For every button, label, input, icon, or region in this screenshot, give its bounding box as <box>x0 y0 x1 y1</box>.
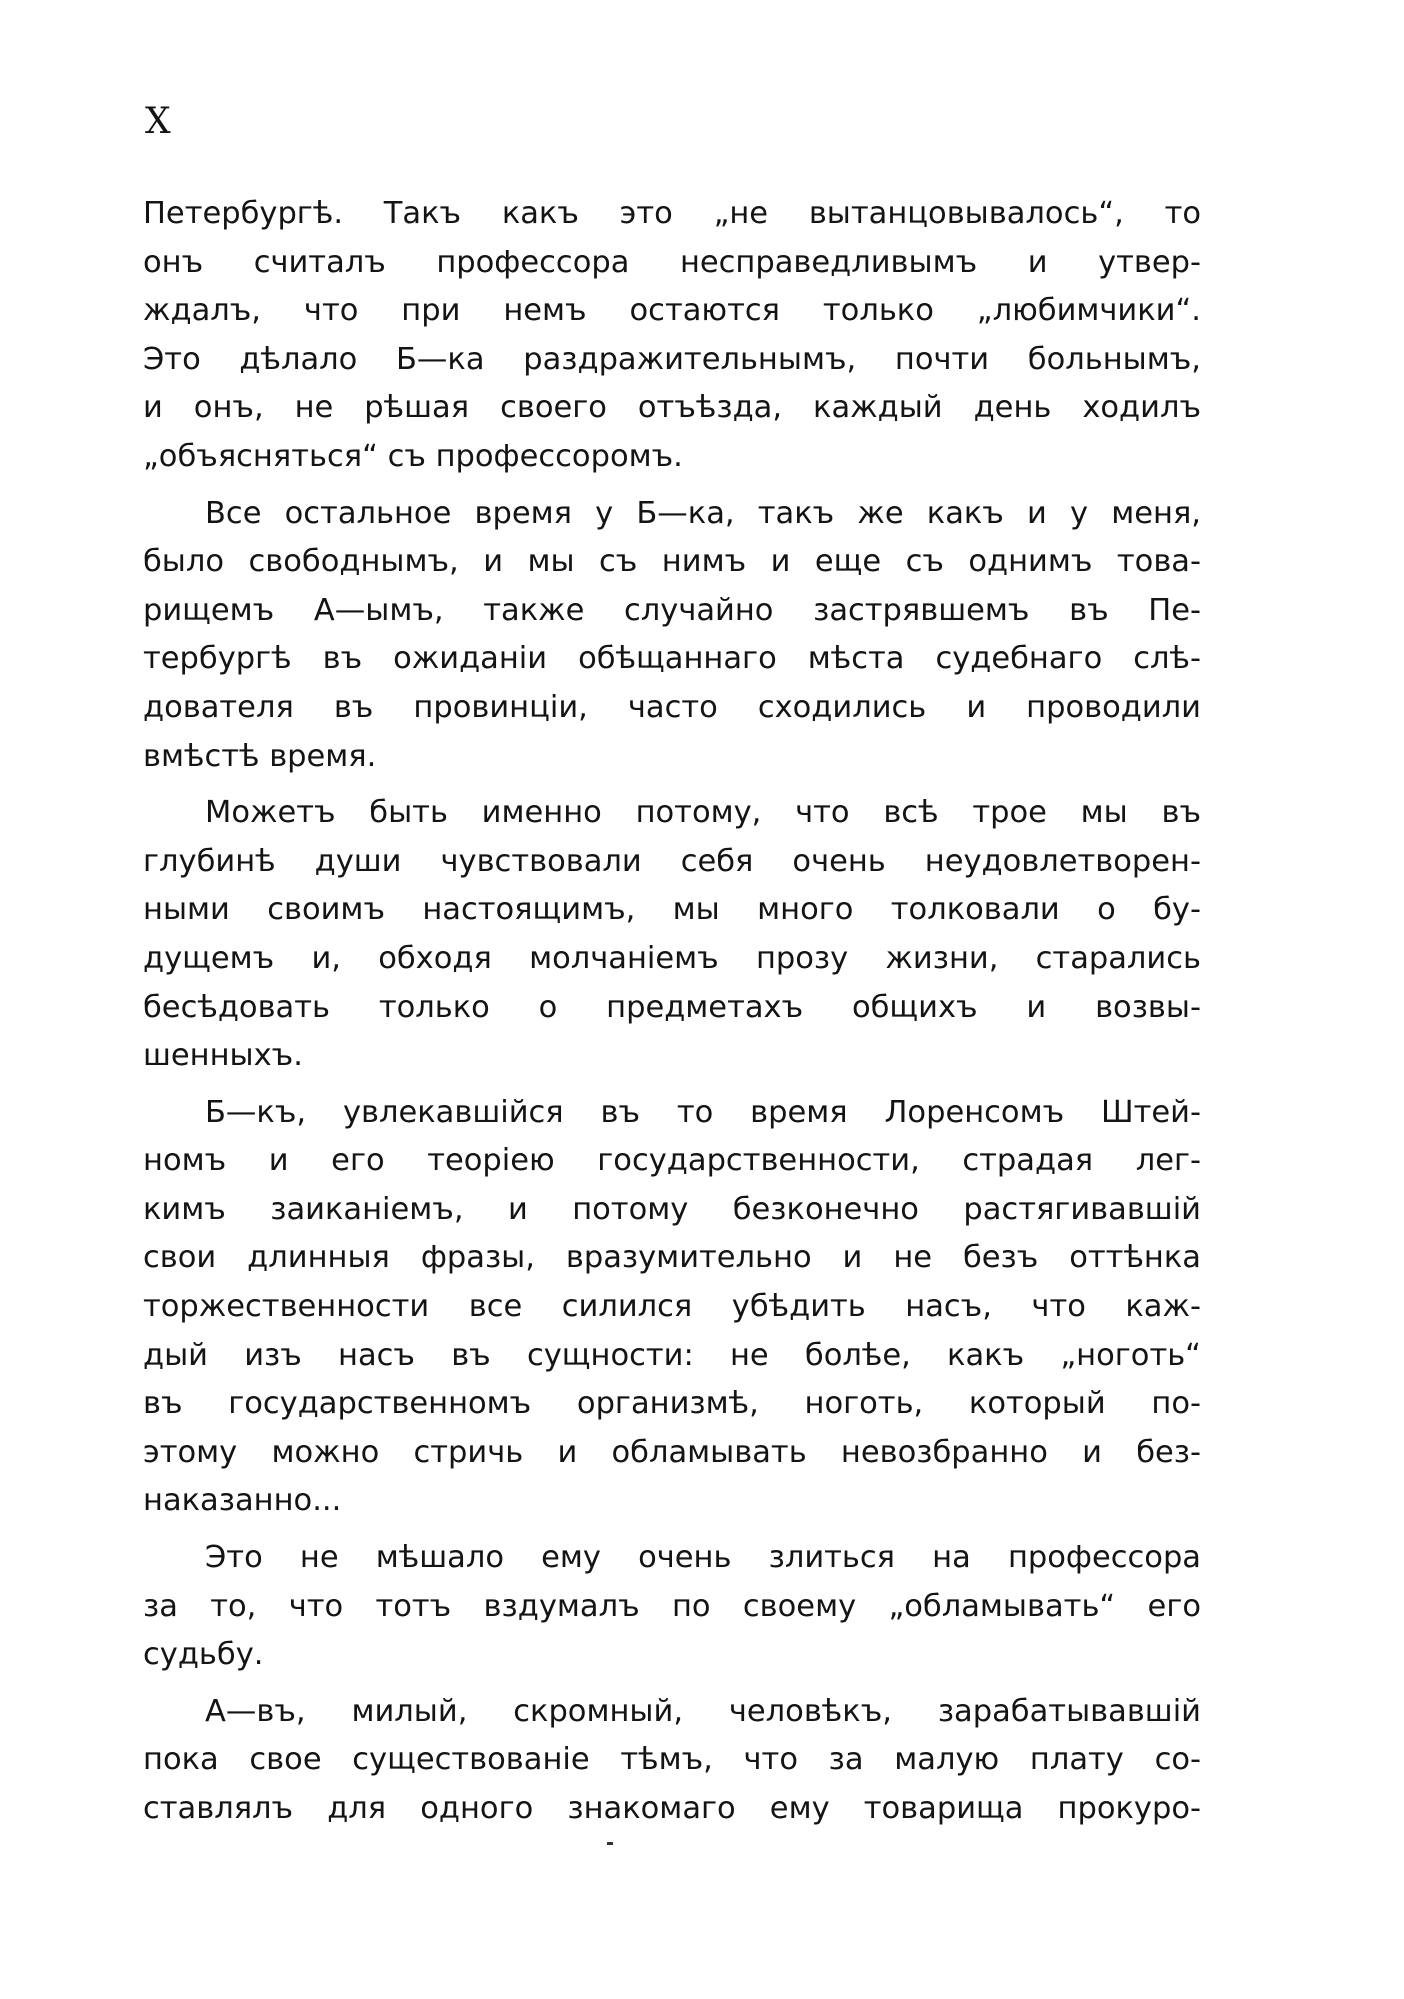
text-line: этому можно стричь и обламывать невозбранно и без- <box>143 1434 1201 1470</box>
text-line: онъ считалъ профессора несправедливымъ и утвер- <box>143 244 1201 280</box>
text-line: дователя въ провинціи, часто сходились и проводили <box>143 689 1201 725</box>
text-line: въ государственномъ организмѣ, ноготь, который по- <box>143 1386 1201 1422</box>
text-line: и онъ, не рѣшая своего отъѣзда, каждый день ходилъ <box>143 390 1201 426</box>
paragraph <box>143 1688 1201 1834</box>
paragraph <box>143 1534 1201 1680</box>
paragraph <box>143 789 1201 1081</box>
text-line: пока свое существованіе тѣмъ, что за малую плату со- <box>143 1742 1201 1778</box>
text-line: бесѣдовать только о предметахъ общихъ и возвы- <box>143 989 1201 1025</box>
text-line: за то, что тотъ вздумалъ по своему „обламывать“ его <box>143 1588 1201 1624</box>
text-line: Петербургѣ. Такъ какъ это „не вытанцовывалось“, то <box>143 196 1201 231</box>
text-line: ставлялъ для одного знакомаго ему товарища прокуро- <box>143 1791 1201 1826</box>
text-line: торжественности все силился убѣдить насъ, что каж- <box>143 1289 1201 1325</box>
text-line: дущемъ и, обходя молчаніемъ прозу жизни, старались <box>143 940 1201 976</box>
text-line: тербургѣ въ ожиданіи обѣщаннаго мѣста судебнаго слѣ- <box>143 641 1201 677</box>
text-line: рищемъ А—ымъ, также случайно застрявшемъ въ Пе- <box>143 592 1201 628</box>
text-line: „объясняться“ съ профессоромъ. <box>143 438 683 474</box>
text-line: свои длинныя фразы, вразумительно и не безъ оттѣнка <box>143 1240 1201 1276</box>
text-line: Это дѣлало Б—ка раздражительнымъ, почти больнымъ, <box>143 341 1201 377</box>
text-line: вмѣстѣ время. <box>143 738 377 774</box>
text-line: Б—къ, увлекавшійся въ то время Лоренсомъ Штей- <box>205 1094 1201 1130</box>
paragraph <box>143 1089 1201 1526</box>
text-line: шенныхъ. <box>143 1038 303 1074</box>
text-line: ными своимъ настоящимъ, мы много толковали о бу- <box>143 892 1201 928</box>
paragraph <box>143 190 1201 482</box>
text-line: судьбу. <box>143 1637 264 1673</box>
page-number: X <box>145 101 172 142</box>
text-line: дый изъ насъ въ сущности: не болѣе, какъ „ноготь“ <box>143 1337 1201 1373</box>
text-line: А—въ, милый, скромный, человѣкъ, зарабатывавшій <box>205 1693 1201 1729</box>
text-line: глубинѣ души чувствовали себя очень неудовлетворен- <box>143 843 1201 879</box>
text-line: наказанно... <box>143 1483 342 1519</box>
print-mark <box>607 1842 613 1845</box>
text-line: ждалъ, что при немъ остаются только „любимчики“. <box>143 293 1201 329</box>
text-line: Это не мѣшало ему очень злиться на профессора <box>205 1540 1201 1576</box>
paragraph <box>143 490 1201 782</box>
body-text <box>143 190 1201 1834</box>
text-line: Можетъ быть именно потому, что всѣ трое мы въ <box>205 795 1201 831</box>
text-line: было свободнымъ, и мы съ нимъ и еще съ однимъ това- <box>143 544 1201 580</box>
text-line: кимъ заиканіемъ, и потому безконечно растягивавшій <box>143 1191 1201 1227</box>
text-line: Все остальное время у Б—ка, такъ же какъ и у меня, <box>205 495 1201 531</box>
text-line: номъ и его теоріею государственности, страдая лег- <box>143 1143 1201 1179</box>
